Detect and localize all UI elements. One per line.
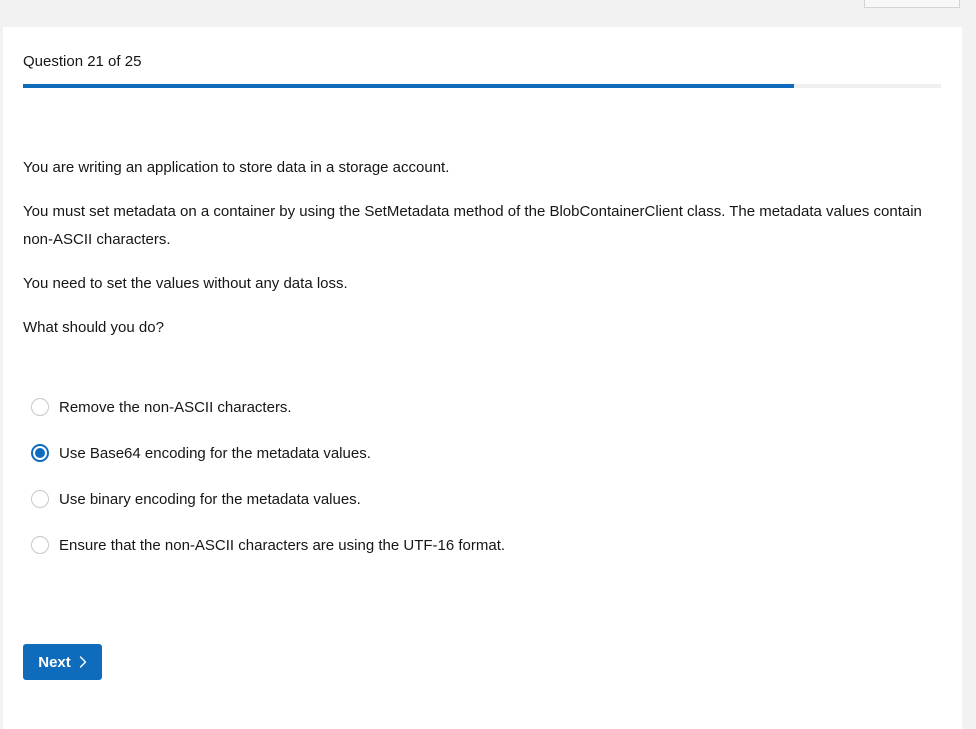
- option-label: Use binary encoding for the metadata values.: [59, 490, 361, 508]
- question-paragraph: You need to set the values without any data loss.: [23, 275, 348, 292]
- question-prompt: What should you do?: [23, 319, 164, 336]
- radio-button[interactable]: [31, 398, 49, 416]
- answer-option-2[interactable]: [31, 440, 931, 466]
- top-bar-tab: [864, 0, 960, 8]
- answer-option-4[interactable]: [31, 532, 931, 558]
- question-counter: Question 21 of 25: [23, 53, 142, 70]
- answer-option-3[interactable]: [31, 486, 931, 512]
- question-paragraph: You are writing an application to store data in a storage account.: [23, 159, 450, 176]
- question-card: [3, 27, 962, 729]
- question-paragraph: You must set metadata on a container by using the SetMetadata method of the BlobContainerClient class. The metadata values contain non-ASCII characters.: [23, 203, 922, 248]
- next-button-label: Next: [38, 653, 71, 671]
- chevron-right-icon: [79, 656, 87, 668]
- radio-button[interactable]: [31, 536, 49, 554]
- answer-option-1[interactable]: [31, 394, 931, 420]
- answer-options: [31, 394, 931, 578]
- question-stem: [23, 154, 933, 358]
- progress-bar: [23, 84, 941, 88]
- option-label: Use Base64 encoding for the metadata values.: [59, 444, 371, 462]
- next-button[interactable]: [23, 644, 102, 680]
- progress-bar-fill: [23, 84, 794, 88]
- option-label: Ensure that the non-ASCII characters are using the UTF-16 format.: [59, 536, 506, 554]
- radio-button[interactable]: [31, 444, 49, 462]
- option-label: Remove the non-ASCII characters.: [59, 398, 292, 416]
- radio-button[interactable]: [31, 490, 49, 508]
